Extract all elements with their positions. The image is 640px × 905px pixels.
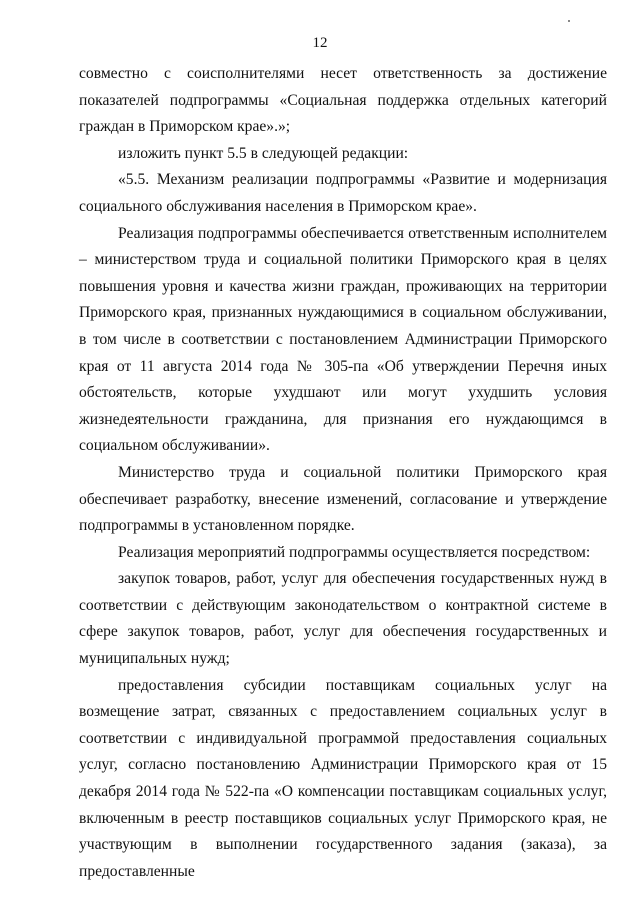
paragraph-procurement: закупок товаров, работ, услуг для обеспечения государственных нужд в соответствии с действующим законодательством о контрактной системе в сфере закупок товаров, работ, услуг для обеспечения государственных и муниципальных нужд; bbox=[79, 570, 607, 668]
page-number: 12 bbox=[312, 35, 328, 51]
paragraph-subsidies: предоставления субсидии поставщикам социальных услуг на возмещение затрат, связанных с предоставлением социальных услуг в соответствии с индивидуальной программой предоставления социальных услуг, согласно постановлению Администрации Приморского края от 15 декабря 2014 года № 522-па «О компенсации поставщикам социальных услуг, включенным в реестр поставщиков социальных услуг Приморского края, не участвующим в выполнении государственного задания (заказа), за предоставленные bbox=[79, 676, 607, 880]
paragraph-ministry: Министерство труда и социальной политики Приморского края обеспечивает разработку, внесение изменений, согласование и утверждение подпрограммы в установленном порядке. bbox=[79, 463, 607, 535]
paragraph-amend-instruction: изложить пункт 5.5 в следующей редакции: bbox=[118, 144, 409, 162]
paragraph-implementation: Реализация подпрограммы обеспечивается ответственным исполнителем – министерством труда и социальной политики Приморского края в целях повышения уровня и качества жизни граждан, проживающих на территории Приморского края, признанных нуждающимися в социальном обслуживании, в том числе в соответствии с постановлением Администрации Приморского края от 11 августа 2014 года № 305-па «Об утверждении Перечня иных обстоятельств, которые ухудшают или могут ухудшить условия жизнедеятельности гражданина, для признания его нуждающимся в социальном обслуживании». bbox=[79, 224, 607, 455]
paragraph-section-heading: «5.5. Механизм реализации подпрограммы «Развитие и модернизация социального обслуживания населения в Приморском крае». bbox=[79, 171, 607, 215]
paragraph-continuation: совместно с соисполнителями несет ответственность за достижение показателей подпрограммы «Социальная поддержка отдельных категорий граждан в Приморском крае».»; bbox=[79, 65, 607, 136]
paragraph-measures-intro: Реализация мероприятий подпрограммы осуществляется посредством: bbox=[118, 543, 591, 561]
document-body bbox=[79, 61, 607, 885]
scan-speck bbox=[568, 20, 570, 22]
